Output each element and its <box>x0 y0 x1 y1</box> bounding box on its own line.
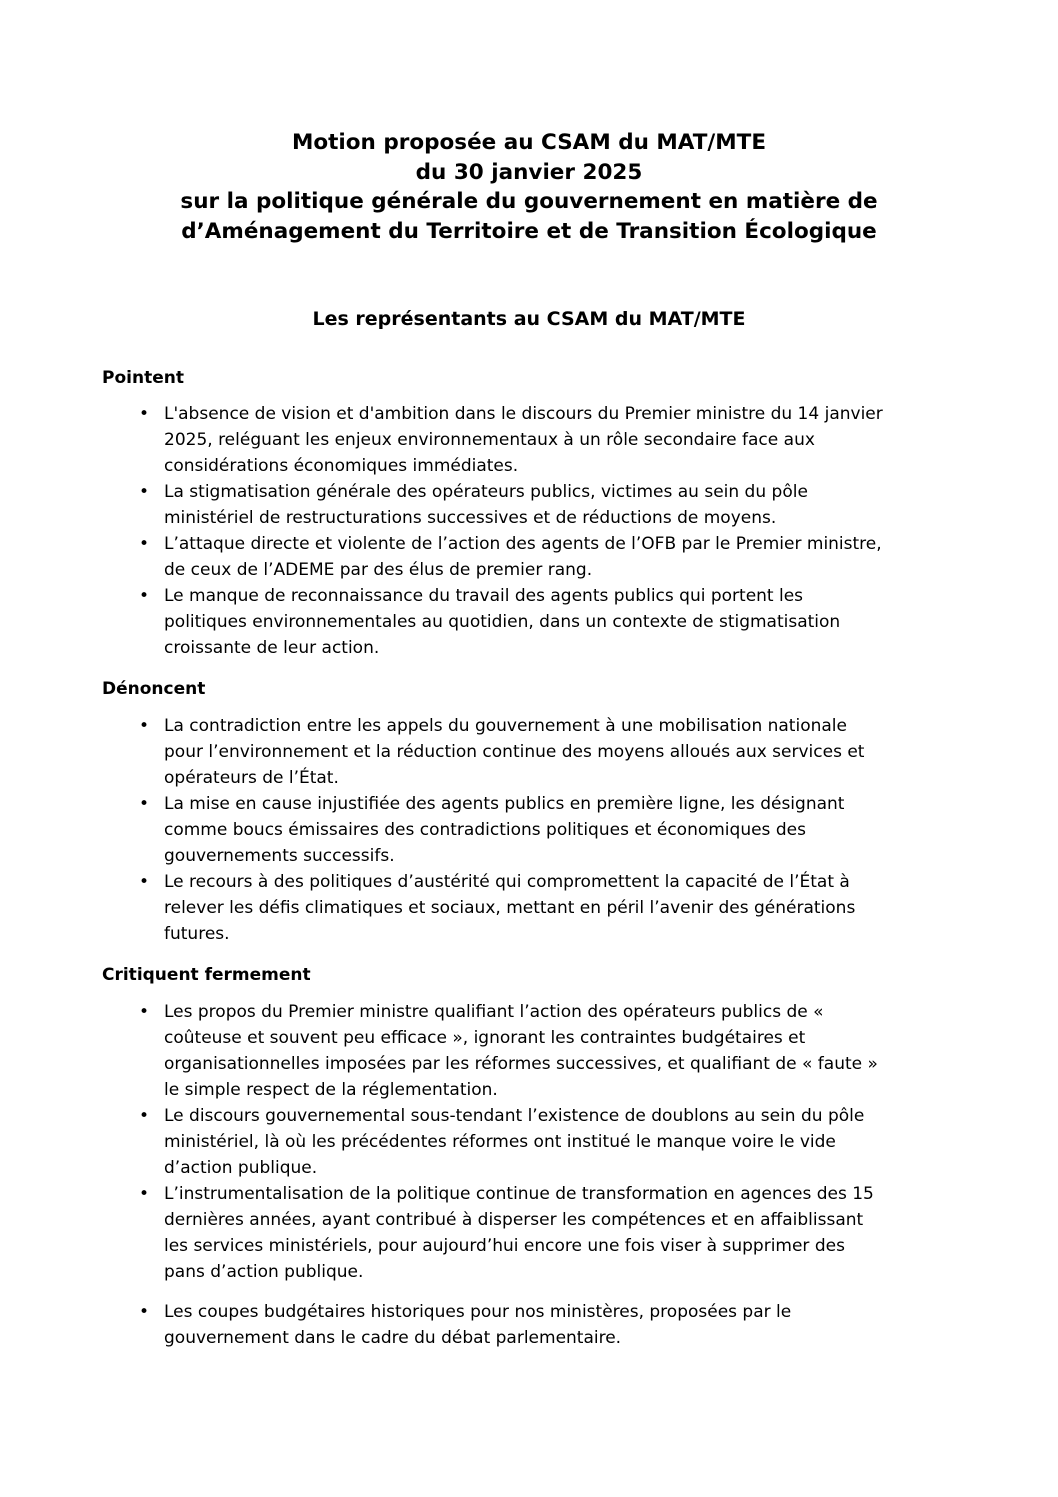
item-line: L'absence de vision et d'ambition dans le discours du Premier ministre du 14 janvier <box>164 404 883 424</box>
section-list-critiquent <box>0 999 1058 1285</box>
item-line: organisationnelles imposées par les réformes successives, et qualifiant de « faute » <box>164 1054 878 1074</box>
bullet-glyph: • <box>139 872 150 892</box>
list-item <box>0 869 1058 947</box>
section-list-pointent <box>0 401 1058 661</box>
item-line: le simple respect de la réglementation. <box>164 1080 498 1100</box>
bullet-glyph: • <box>139 404 150 424</box>
item-line: La stigmatisation générale des opérateurs publics, victimes au sein du pôle <box>164 482 808 502</box>
item-line: croissante de leur action. <box>164 638 380 658</box>
item-line: ministériel, là où les précédentes réformes ont institué le manque voire le vide <box>164 1132 836 1152</box>
title-line: sur la politique générale du gouvernement en matière de <box>180 189 878 214</box>
item-line: pour l’environnement et la réduction continue des moyens alloués aux services et <box>164 742 865 762</box>
title-line: du 30 janvier 2025 <box>415 159 643 185</box>
item-line: relever les défis climatiques et sociaux, mettant en péril l’avenir des générations <box>164 898 856 918</box>
item-line: Les coupes budgétaires historiques pour nos ministères, proposées par le <box>164 1302 792 1322</box>
list-item <box>0 791 1058 869</box>
bullet-glyph: • <box>139 1184 150 1204</box>
item-line: gouvernement dans le cadre du débat parlementaire. <box>164 1328 622 1348</box>
item-line: opérateurs de l’État. <box>164 768 339 788</box>
list-item <box>0 401 1058 479</box>
bullet-glyph: • <box>139 1302 150 1322</box>
title-line: d’Aménagement du Territoire et de Transition Écologique <box>181 218 877 244</box>
item-line: coûteuse et souvent peu efficace », ignorant les contraintes budgétaires et <box>164 1028 806 1048</box>
item-line: La mise en cause injustifiée des agents publics en première ligne, les désignant <box>164 794 845 814</box>
list-item <box>0 479 1058 531</box>
item-line: gouvernements successifs. <box>164 846 395 866</box>
item-line: politiques environnementales au quotidien, dans un contexte de stigmatisation <box>164 612 841 632</box>
item-line: dernières années, ayant contribué à disperser les compétences et en affaiblissant <box>164 1210 864 1230</box>
bullet-glyph: • <box>139 1002 150 1022</box>
section-heading-pointent: Pointent <box>102 368 184 388</box>
item-line: Les propos du Premier ministre qualifiant l’action des opérateurs publics de « <box>164 1002 824 1022</box>
bullet-glyph: • <box>139 482 150 502</box>
item-line: Le recours à des politiques d’austérité qui compromettent la capacité de l’État à <box>164 872 850 892</box>
item-line: considérations économiques immédiates. <box>164 456 519 476</box>
item-line: futures. <box>164 924 230 944</box>
item-line: Le discours gouvernemental sous-tendant l’existence de doublons au sein du pôle <box>164 1106 865 1126</box>
bullet-glyph: • <box>139 1106 150 1126</box>
list-item <box>0 1299 1058 1351</box>
section-list-denoncent <box>0 713 1058 947</box>
bullet-glyph: • <box>139 534 150 554</box>
section-heading-critiquent: Critiquent fermement <box>102 965 311 985</box>
title-line: Motion proposée au CSAM du MAT/MTE <box>291 130 767 155</box>
list-item <box>0 713 1058 791</box>
bullet-glyph: • <box>139 794 150 814</box>
list-item <box>0 531 1058 583</box>
document-subtitle: Les représentants au CSAM du MAT/MTE <box>312 308 746 330</box>
section-heading-denoncent: Dénoncent <box>102 679 206 699</box>
document-title <box>60 128 998 246</box>
item-line: L’attaque directe et violente de l’action des agents de l’OFB par le Premier ministre, <box>164 534 882 554</box>
item-line: 2025, reléguant les enjeux environnementaux à un rôle secondaire face aux <box>164 430 815 450</box>
item-line: pans d’action publique. <box>164 1262 364 1282</box>
item-line: La contradiction entre les appels du gouvernement à une mobilisation nationale <box>164 716 847 736</box>
list-item <box>0 583 1058 661</box>
item-line: de ceux de l’ADEME par des élus de premier rang. <box>164 560 593 580</box>
list-item <box>0 1181 1058 1285</box>
item-line: les services ministériels, pour aujourd’hui encore une fois viser à supprimer des <box>164 1236 845 1256</box>
item-line: d’action publique. <box>164 1158 318 1178</box>
bullet-glyph: • <box>139 716 150 736</box>
item-line: comme boucs émissaires des contradictions politiques et économiques des <box>164 820 806 840</box>
bullet-glyph: • <box>139 586 150 606</box>
item-line: Le manque de reconnaissance du travail des agents publics qui portent les <box>164 586 804 606</box>
list-item <box>0 999 1058 1103</box>
item-line: ministériel de restructurations successives et de réductions de moyens. <box>164 508 777 528</box>
item-line: L’instrumentalisation de la politique continue de transformation en agences des 15 <box>164 1184 874 1204</box>
list-item <box>0 1103 1058 1181</box>
section-list-critiquent-continued <box>0 1299 1058 1351</box>
